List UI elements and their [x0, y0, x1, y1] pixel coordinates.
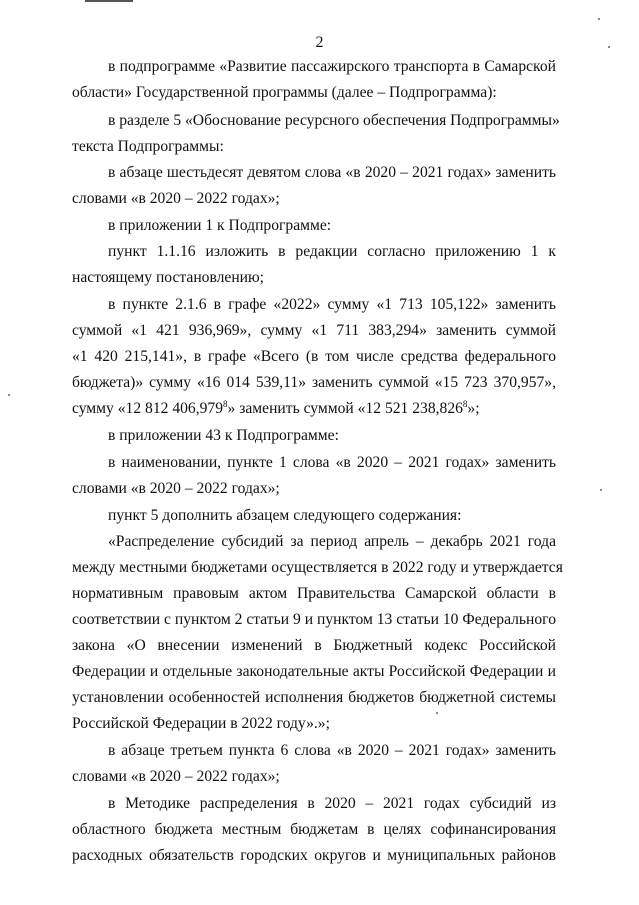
- text-line: настоящему постановлению;: [72, 269, 265, 286]
- text-line: установлении особенностей исполнения бюджетов бюджетной системы: [72, 689, 556, 706]
- text-line-with-footnotes: [72, 399, 556, 419]
- text-line: текста Подпрограммы:: [72, 138, 224, 155]
- scan-speck: [608, 46, 610, 48]
- text-line: в пункте 2.1.6 в графе «2022» сумму «1 713 105,122» заменить: [108, 296, 556, 313]
- page-number: 2: [315, 34, 324, 51]
- text-fragment: » заменить суммой «12 521 238,826: [227, 400, 463, 417]
- text-line: соответствии с пунктом 2 статьи 9 и пунктом 13 статьи 10 Федерального: [72, 611, 556, 628]
- top-edge-mark: [85, 0, 133, 2]
- text-line: областного бюджета местным бюджетам в целях софинансирования: [72, 821, 556, 838]
- text-line: области» Государственной программы (далее – Подпрограмма):: [72, 84, 497, 101]
- text-fragment: сумму «12 812 406,979: [72, 400, 223, 417]
- text-line: в разделе 5 «Обоснование ресурсного обеспечения Подпрограммы»: [108, 112, 560, 129]
- footnote-mark: 8: [223, 398, 228, 409]
- text-line: суммой «1 421 936,969», сумму «1 711 383,294» заменить суммой: [72, 322, 556, 339]
- text-line: в приложении 1 к Подпрограмме:: [108, 217, 332, 234]
- scan-speck: [436, 712, 438, 714]
- scan-speck: [600, 489, 602, 491]
- text-fragment: »;: [467, 400, 480, 417]
- text-line: закона «О внесении изменений в Бюджетный кодекс Российской: [72, 637, 556, 654]
- text-line: в абзаце шестьдесят девятом слова «в 2020 – 2021 годах» заменить: [108, 164, 556, 181]
- text-line: в абзаце третьем пункта 6 слова «в 2020 – 2021 годах» заменить: [108, 742, 556, 759]
- text-line: «1 420 215,141», в графе «Всего (в том числе средства федерального: [72, 348, 556, 365]
- text-line: словами «в 2020 – 2022 годах»;: [72, 190, 280, 207]
- text-line: словами «в 2020 – 2022 годах»;: [72, 480, 280, 497]
- text-line: нормативным правовым актом Правительства Самарской области в: [72, 585, 556, 602]
- text-line: в приложении 43 к Подпрограмме:: [108, 427, 339, 444]
- text-line: в Методике распределения в 2020 – 2021 годах субсидий из: [108, 795, 556, 812]
- footnote-mark: 8: [462, 398, 468, 409]
- text-line: в наименовании, пункте 1 слова «в 2020 – 2021 годах» заменить: [108, 454, 556, 471]
- text-line: «Распределение субсидий за период апрель – декабрь 2021 года: [108, 533, 556, 550]
- text-line: Российской Федерации в 2022 году».»;: [72, 715, 330, 732]
- text-line: между местными бюджетами осуществляется в 2022 году и утверждается: [72, 559, 563, 576]
- scan-speck: [8, 394, 10, 396]
- text-line: словами «в 2020 – 2022 годах»;: [72, 768, 280, 785]
- text-line: пункт 1.1.16 изложить в редакции согласно приложению 1 к: [108, 243, 556, 260]
- text-line: расходных обязательств городских округов и муниципальных районов: [72, 847, 556, 864]
- text-line: Федерации и отдельные законодательные акты Российской Федерации и: [72, 663, 556, 680]
- scan-speck: [598, 18, 600, 20]
- text-line: в подпрограмме «Развитие пассажирского транспорта в Самарской: [108, 58, 556, 75]
- text-line: пункт 5 дополнить абзацем следующего содержания:: [108, 507, 462, 524]
- text-line: бюджета)» сумму «16 014 539,11» заменить суммой «15 723 370,957»,: [72, 374, 556, 391]
